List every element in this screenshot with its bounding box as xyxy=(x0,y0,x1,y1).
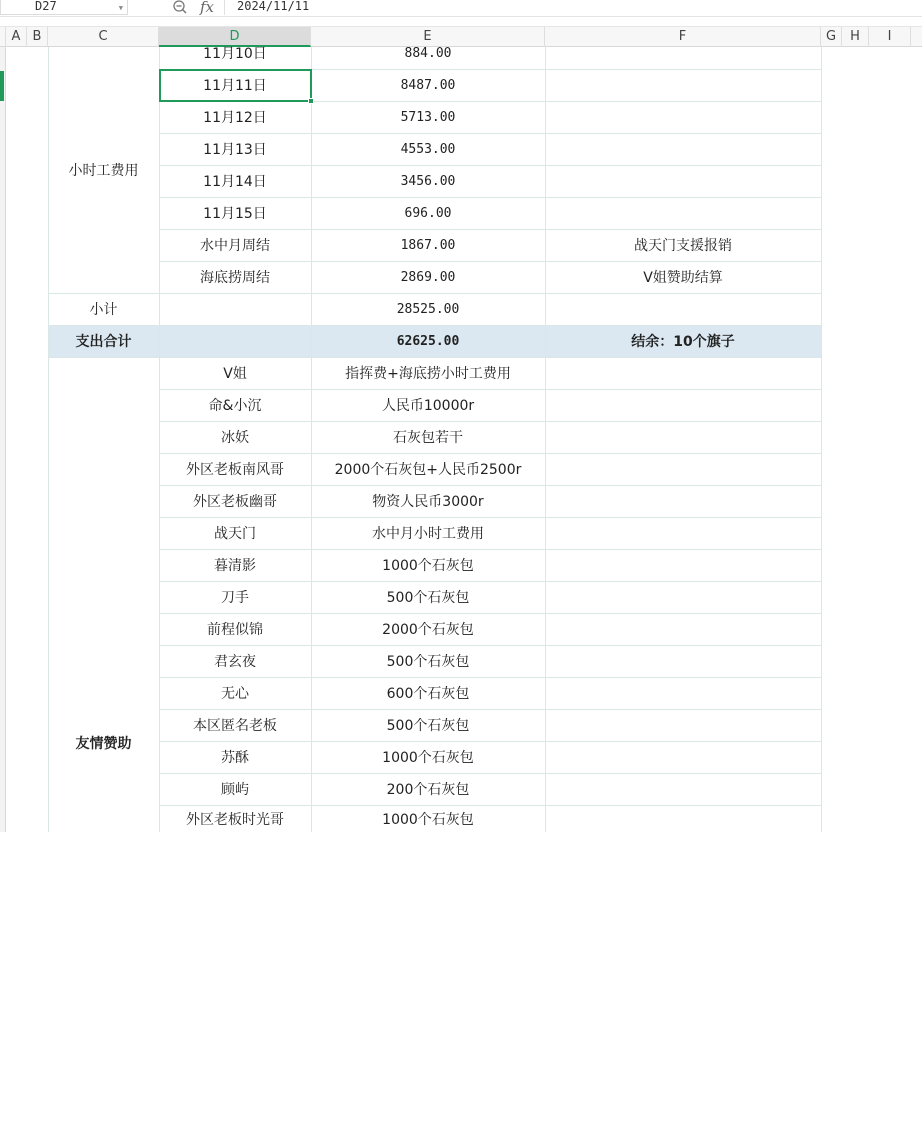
sponsor-name[interactable]: 无心 xyxy=(221,686,249,702)
cell-e-amount[interactable]: 5713.00 xyxy=(400,109,456,125)
formula-bar xyxy=(0,0,922,17)
column-header-c[interactable]: C xyxy=(48,27,159,47)
cell-f-note[interactable]: V姐赞助结算 xyxy=(643,270,723,286)
name-box[interactable] xyxy=(0,0,128,15)
active-cell-selection[interactable] xyxy=(159,69,312,102)
sponsor-name[interactable]: 命&小沉 xyxy=(208,398,262,414)
cell-d-date[interactable]: 11月13日 xyxy=(203,142,267,158)
cell-d-date[interactable]: 11月11日 xyxy=(203,78,267,94)
name-box-value: D27 xyxy=(35,0,57,13)
sponsor-contribution[interactable]: 600个石灰包 xyxy=(386,686,470,702)
column-header-a[interactable]: A xyxy=(6,27,27,47)
sponsor-name[interactable]: 暮清影 xyxy=(214,558,256,574)
cell-e-amount[interactable]: 2869.00 xyxy=(400,269,456,285)
chevron-down-icon[interactable]: ▼ xyxy=(118,4,123,12)
sheet-grid[interactable] xyxy=(0,47,922,832)
column-header-f[interactable]: F xyxy=(545,27,821,47)
fill-handle[interactable] xyxy=(308,98,314,104)
sponsor-name[interactable]: V姐 xyxy=(223,366,247,382)
sponsor-contribution[interactable]: 1000个石灰包 xyxy=(382,558,474,574)
cell-d-date[interactable]: 11月14日 xyxy=(203,174,267,190)
cell-f-note[interactable]: 战天门支援报销 xyxy=(634,238,732,254)
zoom-out-icon[interactable] xyxy=(172,0,188,14)
total-balance-note[interactable]: 结余：10个旗子 xyxy=(631,334,735,350)
formula-input[interactable]: 2024/11/11 xyxy=(224,0,922,15)
sponsor-name[interactable]: 冰妖 xyxy=(221,430,249,446)
sponsor-contribution[interactable]: 石灰包若干 xyxy=(393,430,463,446)
sponsor-contribution[interactable]: 1000个石灰包 xyxy=(382,750,474,766)
sponsor-contribution[interactable]: 2000个石灰包+人民币2500r xyxy=(334,462,522,478)
sponsor-contribution[interactable]: 物资人民币3000r xyxy=(372,494,484,510)
sponsor-name[interactable]: 前程似锦 xyxy=(207,622,263,638)
sponsor-contribution[interactable]: 500个石灰包 xyxy=(386,654,470,670)
cell-d-item[interactable]: 水中月周结 xyxy=(200,238,270,254)
sponsor-name[interactable]: 刀手 xyxy=(221,590,249,606)
hourly-section-label[interactable]: 小时工费用 xyxy=(68,163,139,179)
sponsor-name[interactable]: 战天门 xyxy=(214,526,256,542)
grid-line xyxy=(821,47,822,832)
active-row-marker xyxy=(0,71,4,101)
total-label[interactable]: 支出合计 xyxy=(75,334,132,350)
cell-d-date[interactable]: 11月10日 xyxy=(203,46,267,62)
sponsor-contribution[interactable]: 水中月小时工费用 xyxy=(372,526,484,542)
column-header-e[interactable]: E xyxy=(311,27,545,47)
cell-e-amount[interactable]: 8487.00 xyxy=(400,77,456,93)
sponsor-name[interactable]: 外区老板南风哥 xyxy=(186,462,284,478)
column-header-g[interactable]: G xyxy=(821,27,842,47)
cell-d-date[interactable]: 11月12日 xyxy=(203,110,267,126)
sponsor-name[interactable]: 苏酥 xyxy=(221,750,249,766)
sponsor-contribution[interactable]: 人民币10000r xyxy=(381,398,475,414)
total-value[interactable]: 62625.00 xyxy=(396,333,460,349)
cell-e-amount[interactable]: 884.00 xyxy=(404,45,452,61)
row-header-strip[interactable] xyxy=(0,47,6,832)
sponsor-contribution[interactable]: 指挥费+海底捞小时工费用 xyxy=(345,366,511,382)
sponsor-name[interactable]: 本区匿名老板 xyxy=(193,718,277,734)
sponsor-name[interactable]: 外区老板时光哥 xyxy=(186,811,284,828)
sponsor-contribution[interactable]: 200个石灰包 xyxy=(386,782,470,798)
sponsor-name[interactable]: 顾屿 xyxy=(221,782,249,798)
function-icon[interactable]: fx xyxy=(200,0,215,16)
column-header-d[interactable]: D xyxy=(159,27,311,47)
sponsor-contribution[interactable]: 2000个石灰包 xyxy=(382,622,474,638)
column-header-h[interactable]: H xyxy=(842,27,869,47)
subtotal-value[interactable]: 28525.00 xyxy=(396,301,460,317)
cell-e-amount[interactable]: 696.00 xyxy=(404,205,452,221)
cell-e-amount[interactable]: 1867.00 xyxy=(400,237,456,253)
cell-e-amount[interactable]: 4553.00 xyxy=(400,141,456,157)
cell-d-item[interactable]: 海底捞周结 xyxy=(200,270,270,286)
sponsor-name[interactable]: 外区老板幽哥 xyxy=(193,494,277,510)
cell-e-amount[interactable]: 3456.00 xyxy=(400,173,456,189)
sponsor-section-label[interactable]: 友情赞助 xyxy=(75,736,132,752)
subtotal-label[interactable]: 小计 xyxy=(89,302,118,318)
sponsor-contribution[interactable]: 500个石灰包 xyxy=(386,718,470,734)
sponsor-contribution[interactable]: 1000个石灰包 xyxy=(382,811,474,828)
cell-d-date[interactable]: 11月15日 xyxy=(203,206,267,222)
column-header-b[interactable]: B xyxy=(27,27,48,47)
sponsor-contribution[interactable]: 500个石灰包 xyxy=(386,590,470,606)
sponsor-name[interactable]: 君玄夜 xyxy=(214,654,256,670)
column-header-i[interactable]: I xyxy=(869,27,911,47)
